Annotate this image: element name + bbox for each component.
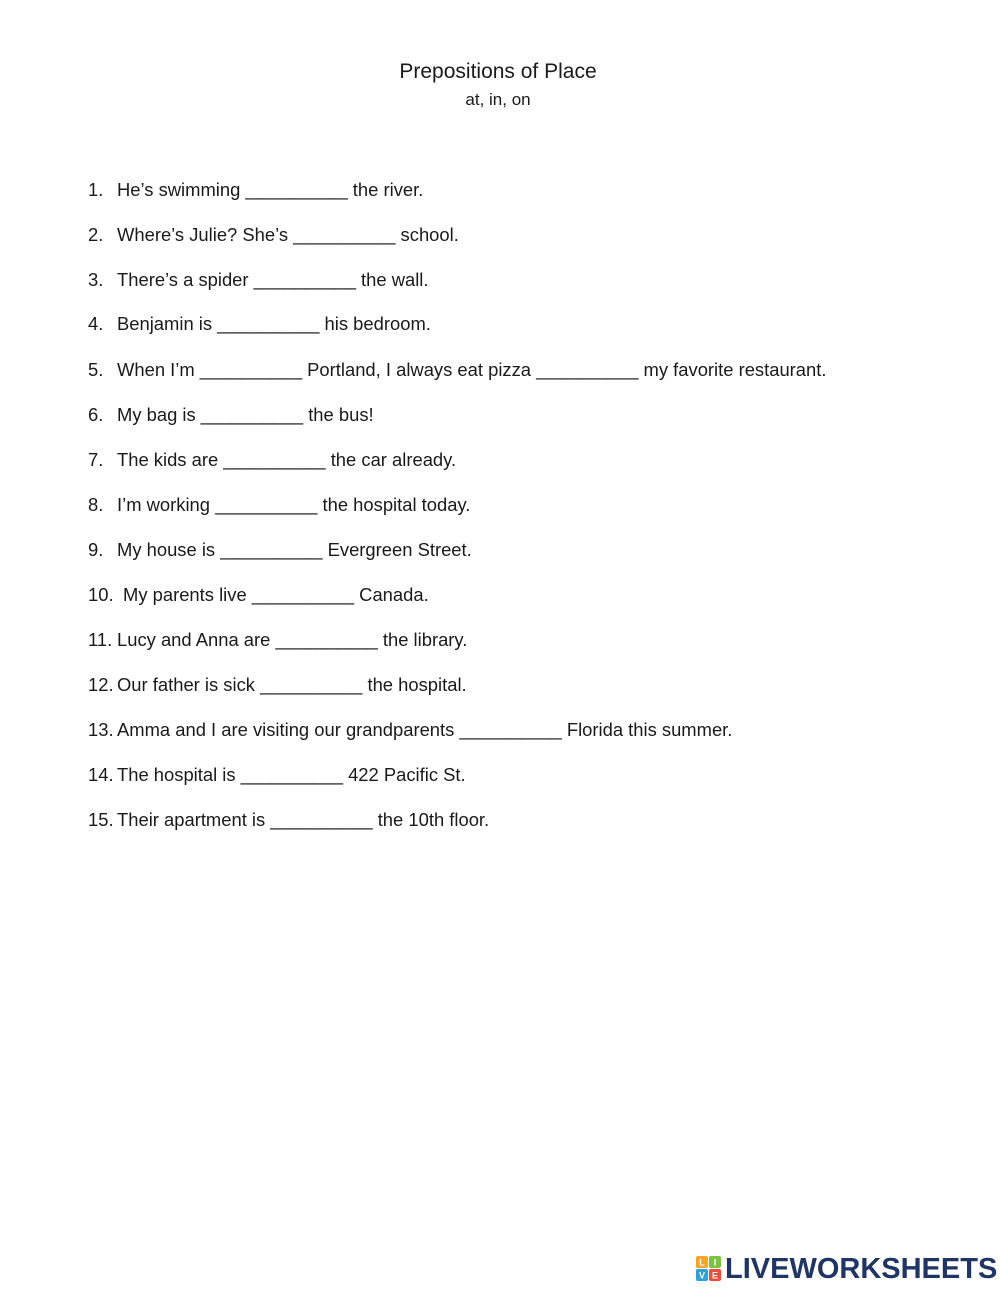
item-number: 3. [88,269,104,290]
item-text: Benjamin is __________ his bedroom. [117,313,431,334]
item-text: Amma and I are visiting our grandparents __________ Florida this summer. [117,719,733,740]
page-subtitle: at, in, on [465,90,531,109]
liveworksheets-logo[interactable] [696,1254,997,1284]
item-number: 13. [88,719,114,740]
svg-text:E: E [711,1270,719,1281]
item-text: The hospital is __________ 422 Pacific St. [117,764,466,785]
item-number: 14. [88,764,114,785]
item-number: 8. [88,494,104,515]
item-text: I’m working __________ the hospital today. [117,494,471,515]
svg-text:V: V [698,1270,706,1281]
item-text: There’s a spider __________ the wall. [117,269,429,290]
item-text: Where’s Julie? She’s __________ school. [117,224,459,245]
item-text: My bag is __________ the bus! [117,404,374,425]
item-text: My house is __________ Evergreen Street. [117,539,472,560]
item-number: 11. [88,629,113,650]
item-text: The kids are __________ the car already. [117,449,457,470]
item-text: He’s swimming __________ the river. [117,179,424,200]
item-text: Lucy and Anna are __________ the library. [117,629,468,650]
item-text: When I’m __________ Portland, I always eat pizza __________ my favorite restaurant. [117,359,827,380]
item-text: Their apartment is __________ the 10th floor. [117,809,490,830]
item-number: 2. [88,224,104,245]
item-text: Our father is sick __________ the hospital. [117,674,467,695]
item-text: My parents live __________ Canada. [123,584,429,605]
item-number: 5. [88,359,104,380]
logo-text: LIVEWORKSHEETS [725,1253,998,1285]
item-number: 10. [88,584,114,605]
item-number: 1. [88,179,104,200]
item-number: 6. [88,404,104,425]
svg-text:I: I [713,1257,717,1268]
svg-text:L: L [699,1257,705,1268]
item-number: 9. [88,539,104,560]
item-number: 7. [88,449,104,470]
item-number: 15. [88,809,114,830]
liveworksheets-blocks-icon [696,1256,722,1282]
page-title: Prepositions of Place [399,60,597,83]
item-number: 4. [88,313,104,334]
item-number: 12. [88,674,114,695]
